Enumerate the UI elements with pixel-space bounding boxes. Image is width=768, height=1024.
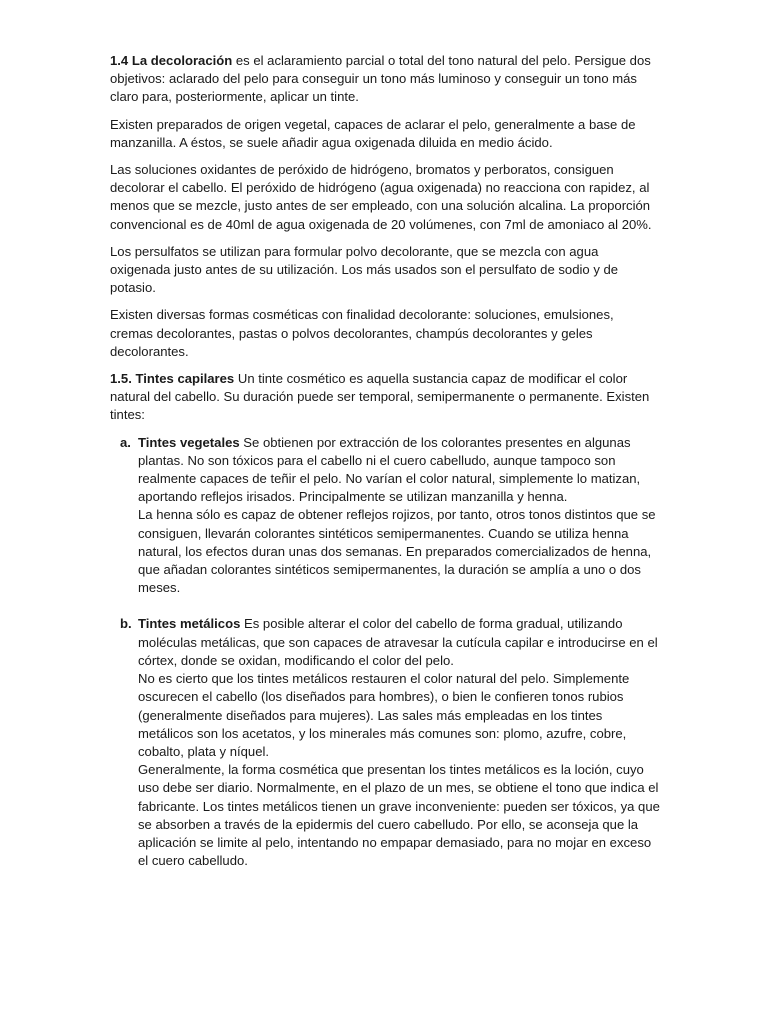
paragraph-oxidizing-solutions: Las soluciones oxidantes de peróxido de hidrógeno, bromatos y perboratos, consiguen decolorar el cabello. El peróxido de hidrógeno (agua oxigenada) no reacciona con rapidez, al menos que se mezcle, justo antes de ser empleado, con una solución alcalina. La proporción convencional es de 40ml de agua oxigenada de 20 volúmenes, con 7ml de amoniaco al 20%. <box>110 162 652 232</box>
metallic-restore-paragraph: No es cierto que los tintes metálicos restauren el color natural del pelo. Simplemente oscurecen el cabello (los diseñados para hombres), o bien le confieren tonos rubios (generalmente diseñados para mujeres). Las sales más empleadas en los tintes metálicos son los acetatos, y los minerales más comunes son: plomo, azufre, cobre, cobalto, plata y níquel. <box>138 671 630 759</box>
heading-tintes-capilares: 1.5. Tintes capilares <box>110 371 235 387</box>
heading-decoloracion: 1.4 La decoloración <box>110 53 233 68</box>
list-item-tintes-metalicos: b. Tintes metálicos Es posible alterar el color del cabello de forma gradual, utilizando moléculas metálicas, que son capaces de atravesar la cutícula capilar e introducirse en el córtex, donde se oxidan, modificando el color del pelo. No es cierto que los tintes metálicos restauren el color natural del pelo. Simplemente oscurecen el cabello (los diseñados para hombres), o bien le confieren tonos rubios (generalmente diseñados para mujeres). Las sales más empleadas en los tintes metálicos son los acetatos, y los minerales más comunes son: plomo, azufre, cobre, cobalto, plata y níquel. Generalmente, la forma cosmética que presentan los tintes metálicos es la loción, cuyo uso debe ser diario. Normalmente, en el plazo de un mes, se obtiene el tono que indica el fabricante. Los tintes metálicos tienen un grave inconveniente: pueden ser tóxicos, ya que se absorben a través de la epidermis del cuero cabelludo. Por ello, se aconseja que la aplicación se limite al pelo, intentando no empapar demasiado, para no mojar en exceso el cuero cabelludo. <box>110 615 660 870</box>
heading-tintes-vegetales: Tintes vegetales <box>138 434 240 450</box>
henna-paragraph: La henna sólo es capaz de obtener reflejos rojizos, por tanto, otros tonos distintos que se consiguen, llevarán colorantes sintéticos semipermanentes. Cuando se utiliza henna natural, los efectos duran unas dos semanas. En preparados comercializados de henna, que añadan colorantes sintéticos semipermanentes, la duración se amplía a uno o dos meses. <box>138 507 656 596</box>
list-item-tintes-vegetales: a. Tintes vegetales Se obtienen por extracción de los colorantes presentes en algunas plantas. No son tóxicos para el cabello ni el cuero cabelludo, aunque tampoco son realmente capaces de teñir el pelo. No varían el color natural, simplemente lo matizan, aportando reflejos irisados. Principalmente se utilizan manzanilla y henna. La henna sólo es capaz de obtener reflejos rojizos, por tanto, otros tonos distintos que se consiguen, llevarán colorantes sintéticos semipermanentes. Cuando se utiliza henna natural, los efectos duran unas dos semanas. En preparados comercializados de henna, que añadan colorantes sintéticos semipermanentes, la duración se amplía a uno o dos meses. <box>110 434 660 598</box>
paragraph-decoloracion: 1.4 La decoloración es el aclaramiento parcial o total del tono natural del pelo. Persigue dos objetivos: aclarado del pelo para conseguir un tono más luminoso y conseguir un tono más claro para, posteriormente, aplicar un tinte. <box>110 53 651 105</box>
metallic-lotion-paragraph: Generalmente, la forma cosmética que presentan los tintes metálicos es la loción, cuyo uso debe ser diario. Normalmente, en el plazo de un mes, se obtiene el tono que indica el fabricante. Los tintes metálicos tienen un grave inconveniente: pueden ser tóxicos, ya que se absorben a través de la epidermis del cuero cabelludo. Por ello, se aconseja que la aplicación se limite al pelo, intentando no empapar demasiado, para no mojar en exceso el cuero cabelludo. <box>138 762 660 869</box>
paragraph-tintes-capilares: 1.5. Tintes capilares Un tinte cosmético es aquella sustancia capaz de modificar el color natural del cabello. Su duración puede ser temporal, semipermanente o permanente. Existen tintes: <box>110 371 650 423</box>
heading-tintes-metalicos: Tintes metálicos <box>138 616 241 632</box>
list-marker: b. <box>120 616 132 632</box>
dye-types-list <box>110 434 660 871</box>
paragraph-cosmetic-forms: Existen diversas formas cosméticas con finalidad decolorante: soluciones, emulsiones, cremas decolorantes, pastas o polvos decolorantes, champús decolorantes y geles decolorantes. <box>110 307 614 359</box>
paragraph-vegetal-preparations: Existen preparados de origen vegetal, capaces de aclarar el pelo, generalmente a base de manzanilla. A éstos, se suele añadir agua oxigenada diluida en medio ácido. <box>110 116 636 150</box>
document-page <box>110 52 660 888</box>
paragraph-persulfates: Los persulfatos se utilizan para formular polvo decolorante, que se mezcla con agua oxigenada justo antes de su utilización. Los más usados son el persulfato de sodio y de potasio. <box>110 243 619 296</box>
list-marker: a. <box>120 434 131 450</box>
